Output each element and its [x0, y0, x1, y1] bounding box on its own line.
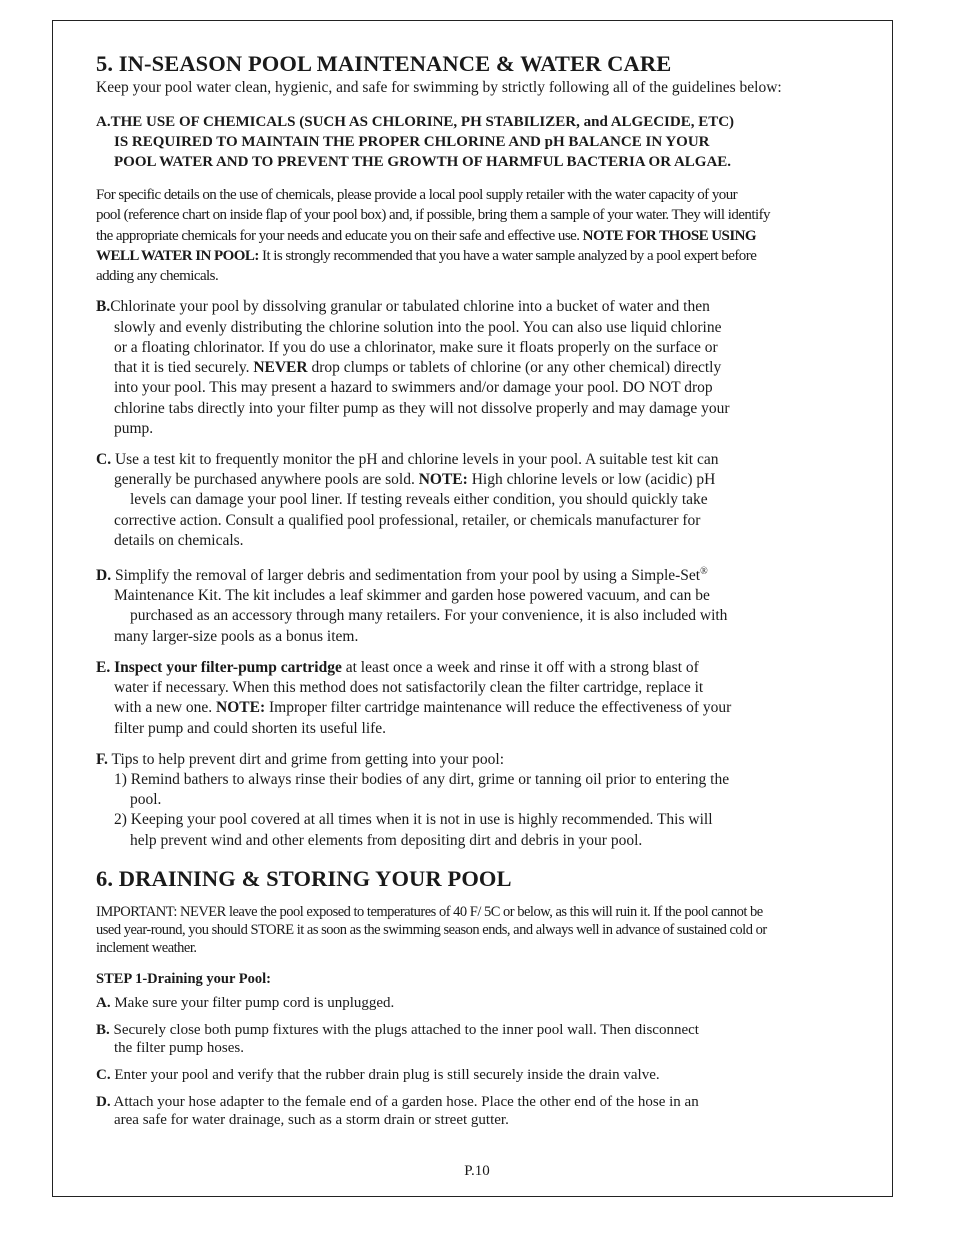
item-b-line: or a floating chlorinator. If you do use a chlorinator, make sure it floats properly on the surface or	[114, 338, 718, 356]
item-text: Chlorinate your pool by dissolving granular or tabulated chlorine into a bucket of water and then	[110, 298, 710, 316]
item-f-line: 2) Keeping your pool covered at all times when it is not in use is highly recommended. This will	[114, 811, 713, 829]
item-text: drop clumps or tablets of chlorine (or any other chemical) directly	[307, 359, 722, 377]
item-e-line	[96, 658, 860, 678]
note-label: NOTE:	[418, 471, 468, 489]
item-c-line	[96, 470, 860, 490]
step-line	[96, 1093, 860, 1111]
item-e-line: filter pump and could shorten its useful life.	[114, 719, 387, 737]
item-f-tips	[96, 750, 860, 851]
details-line	[96, 246, 860, 266]
item-c-line: levels can damage your pool liner. If testing reveals either condition, you should quickly take	[130, 491, 708, 509]
step-1-item-a	[96, 994, 860, 1012]
item-text: High chlorine levels or low (acidic) pH	[467, 471, 716, 489]
item-f-line: help prevent wind and other elements from depositing dirt and debris in your pool.	[130, 831, 643, 849]
step-line	[96, 994, 860, 1012]
item-d-line: many larger-size pools as a bonus item.	[114, 627, 359, 645]
important-notice	[96, 903, 860, 957]
registered-mark: ®	[700, 565, 708, 577]
item-label: E. Inspect your filter-pump cartridge	[96, 658, 342, 676]
details-line: adding any chemicals.	[96, 268, 219, 285]
details-line: pool (reference chart on inside flap of your pool box) and, if possible, bring them a sample of your water. They will identify	[96, 207, 770, 224]
step-1-item-c	[96, 1066, 860, 1084]
chemical-details-paragraph	[96, 185, 860, 286]
important-line: inclement weather.	[96, 939, 197, 956]
step-1-item-d	[96, 1093, 860, 1129]
item-text: Enter your pool and verify that the rubber drain plug is still securely inside the drain valve.	[110, 1066, 660, 1083]
well-water-note-label: NOTE FOR THOSE USING	[582, 227, 757, 244]
page-content	[96, 50, 860, 1129]
item-text: generally be purchased anywhere pools are sold.	[114, 471, 419, 489]
item-text: Securely close both pump fixtures with the plugs attached to the inner pool wall. Then disconnect	[109, 1021, 699, 1038]
item-b-line	[96, 358, 860, 378]
item-f-line: pool.	[130, 791, 162, 809]
details-line: For specific details on the use of chemicals, please provide a local pool supply retailer with the water capacity of your	[96, 187, 738, 203]
never-warning: NEVER	[253, 359, 308, 377]
item-label: F.	[96, 750, 108, 768]
item-label: C.	[96, 1066, 111, 1083]
item-f-line: 1) Remind bathers to always rinse their bodies of any dirt, grime or tanning oil prior to entering the	[114, 770, 730, 788]
item-c-line: details on chemicals.	[114, 531, 244, 549]
section-5-title: 5. IN-SEASON POOL MAINTENANCE & WATER CARE	[96, 51, 672, 76]
item-label: B.	[96, 1021, 110, 1038]
item-b-line: chlorine tabs directly into your filter pump as they will not dissolve properly and may damage your	[114, 399, 730, 417]
item-c-test-kit	[96, 450, 860, 551]
item-text: Make sure your filter pump cord is unplugged.	[110, 994, 395, 1011]
item-a-line: A.THE USE OF CHEMICALS (SUCH AS CHLORINE, PH STABILIZER, and ALGECIDE, ETC)	[96, 114, 735, 130]
details-text: It is strongly recommended that you have a water sample analyzed by a pool expert before	[258, 247, 757, 264]
item-text: at least once a week and rinse it off with a strong blast of	[341, 658, 699, 676]
item-a-chemicals	[96, 112, 860, 172]
item-text: that it is tied securely.	[114, 359, 254, 377]
item-e-filter	[96, 658, 860, 739]
details-line	[96, 226, 860, 246]
item-label: B.	[96, 298, 111, 316]
item-label: C.	[96, 450, 112, 468]
item-c-line	[96, 450, 860, 470]
item-label: A.	[96, 994, 111, 1011]
item-d-line: purchased as an accessory through many retailers. For your convenience, it is also included with	[130, 607, 728, 625]
well-water-note-label: WELL WATER IN POOL:	[96, 247, 259, 264]
step-line: the filter pump hoses.	[114, 1039, 244, 1056]
item-text: Tips to help prevent dirt and grime from getting into your pool:	[107, 750, 504, 768]
item-label: D.	[96, 567, 112, 585]
item-d-line	[96, 562, 860, 586]
item-b-chlorinate	[96, 297, 860, 438]
important-line: IMPORTANT: NEVER leave the pool exposed to temperatures of 40 F/ 5C or below, as this will ruin it. If the pool cannot be	[96, 903, 763, 920]
item-b-line: into your pool. This may present a hazard to swimmers and/or damage your pool. DO NOT drop	[114, 379, 713, 397]
step-1-item-b	[96, 1021, 860, 1057]
page-number: P.10	[464, 1163, 490, 1179]
step-line: area safe for water drainage, such as a storm drain or street gutter.	[114, 1111, 509, 1128]
note-label: NOTE:	[216, 699, 266, 717]
item-b-line: slowly and evenly distributing the chlorine solution into the pool. You can also use liquid chlorine	[114, 318, 722, 336]
item-b-line	[96, 297, 860, 317]
item-label: D.	[96, 1093, 111, 1110]
item-a-line: POOL WATER AND TO PREVENT THE GROWTH OF HARMFUL BACTERIA OR ALGAE.	[114, 154, 732, 170]
item-a-line: IS REQUIRED TO MAINTAIN THE PROPER CHLORINE AND pH BALANCE IN YOUR	[114, 134, 710, 150]
item-text: with a new one.	[114, 699, 217, 717]
step-1-title: STEP 1-Draining your Pool:	[96, 970, 271, 987]
section-6-title: 6. DRAINING & STORING YOUR POOL	[96, 865, 512, 891]
item-text: Use a test kit to frequently monitor the pH and chlorine levels in your pool. A suitable test kit can	[111, 450, 719, 468]
item-text: Improper filter cartridge maintenance will reduce the effectiveness of your	[265, 699, 732, 717]
item-f-line	[96, 750, 860, 770]
item-b-line: pump.	[114, 419, 154, 437]
step-line	[96, 1021, 860, 1039]
details-text: the appropriate chemicals for your needs and educate you on their safe and effective use.	[96, 227, 583, 244]
item-text: Simplify the removal of larger debris and sedimentation from your pool by using a Simple-Set	[111, 567, 701, 585]
item-e-line: water if necessary. When this method does not satisfactorily clean the filter cartridge, replace it	[114, 679, 704, 697]
item-c-line: corrective action. Consult a qualified pool professional, retailer, or chemicals manufacturer for	[114, 511, 701, 529]
important-line: used year-round, you should STORE it as soon as the swimming season ends, and always well in advance of sustained cold or	[96, 921, 767, 938]
step-line	[96, 1066, 860, 1084]
item-text: Attach your hose adapter to the female end of a garden hose. Place the other end of the hose in an	[110, 1093, 699, 1110]
item-d-line: Maintenance Kit. The kit includes a leaf skimmer and garden hose powered vacuum, and can be	[114, 587, 710, 605]
item-e-line	[96, 698, 860, 718]
item-d-debris	[96, 562, 860, 647]
section-5-intro: Keep your pool water clean, hygienic, and safe for swimming by strictly following all of the guidelines below:	[96, 79, 782, 96]
